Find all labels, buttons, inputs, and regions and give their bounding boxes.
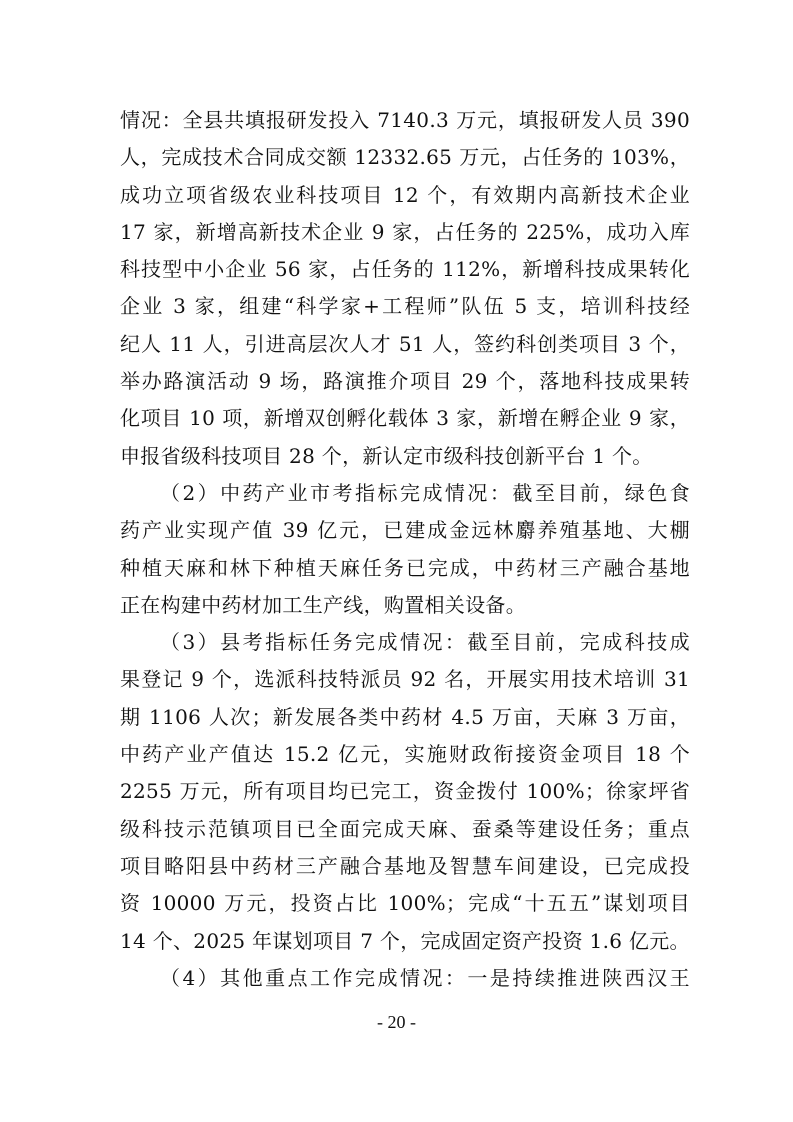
text-line: 申报省级科技项目 28 个，新认定市级科技创新平台 1 个。 <box>120 443 653 468</box>
text-line: 举办路演活动 9 场，路演推介项目 29 个，落地科技成果转 <box>120 369 690 394</box>
text-line: 正在构建中药材加工生产线，购置相关设备。 <box>120 592 526 617</box>
text-line: 企业 3 家，组建“科学家+工程师”队伍 5 支，培训科技经 <box>120 294 690 319</box>
page-number: - 20 - <box>377 1012 416 1032</box>
text-line: 化项目 10 项，新增双创孵化载体 3 家，新增在孵企业 9 家， <box>120 406 690 431</box>
text-line: 中药产业产值达 15.2 亿元，实施财政衔接资金项目 18 个 <box>120 742 690 767</box>
text-line: （2）中药产业市考指标完成情况：截至目前，绿色食 <box>160 480 690 505</box>
body-text <box>120 102 690 997</box>
text-line: 人，完成技术合同成交额 12332.65 万元，占任务的 103%， <box>120 145 690 170</box>
text-line: 情况：全县共填报研发投入 7140.3 万元，填报研发人员 390 <box>120 108 690 132</box>
text-line: 项目略阳县中药材三产融合基地及智慧车间建设，已完成投 <box>120 853 690 878</box>
text-line: （3）县考指标任务完成情况：截至目前，完成科技成 <box>160 630 690 655</box>
text-line: 科技型中小企业 56 家，占任务的 112%，新增科技成果转化 <box>120 257 690 282</box>
text-line: 纪人 11 人，引进高层次人才 51 人，签约科创类项目 3 个， <box>120 331 690 356</box>
text-line: 级科技示范镇项目已全面完成天麻、蚕桑等建设任务；重点 <box>120 816 690 841</box>
text-line: 果登记 9 个，选派科技特派员 92 名，开展实用技术培训 31 <box>120 667 690 692</box>
text-line: 种植天麻和林下种植天麻任务已完成，中药材三产融合基地 <box>120 555 690 580</box>
text-line: 成功立项省级农业科技项目 12 个，有效期内高新技术企业 <box>120 182 690 207</box>
text-line: （4）其他重点工作完成情况：一是持续推进陕西汉王 <box>160 965 690 990</box>
text-line: 药产业实现产值 39 亿元，已建成金远林麝养殖基地、大棚 <box>120 518 690 543</box>
text-line: 2255 万元，所有项目均已完工，资金拨付 100%；徐家坪省 <box>120 779 690 804</box>
text-line: 14 个、2025 年谋划项目 7 个，完成固定资产投资 1.6 亿元。 <box>120 928 690 953</box>
text-line: 17 家，新增高新技术企业 9 家，占任务的 225%，成功入库 <box>120 219 690 244</box>
text-line: 期 1106 人次；新发展各类中药材 4.5 万亩，天麻 3 万亩， <box>120 704 690 729</box>
text-line: 资 10000 万元，投资占比 100%；完成“十五五”谋划项目 <box>120 891 690 916</box>
